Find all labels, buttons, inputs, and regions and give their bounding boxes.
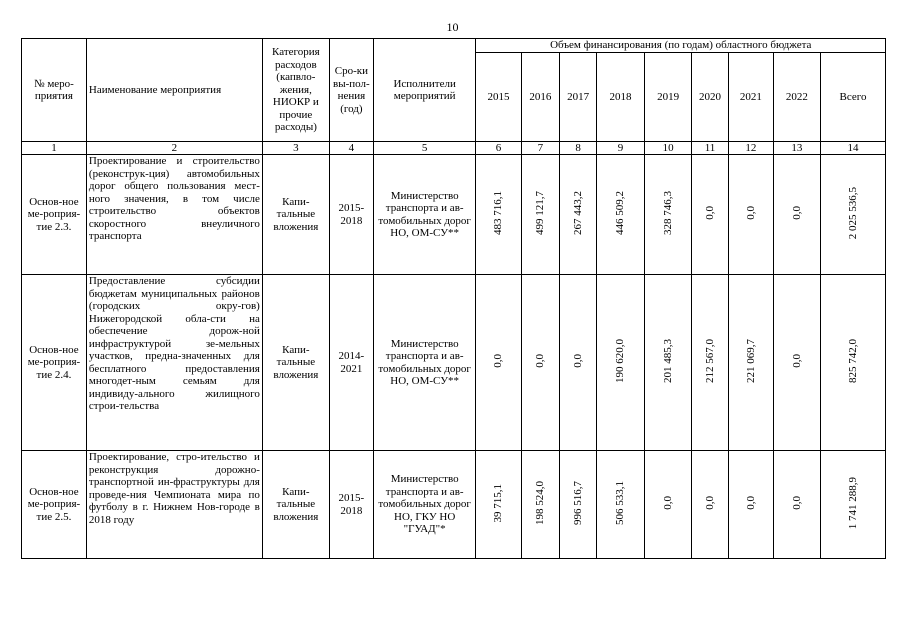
value-cell: [773, 155, 820, 275]
value-2020: 0,0: [703, 495, 716, 510]
value-cell: [820, 275, 885, 451]
header-measure-number: № меро- приятия: [22, 39, 87, 142]
header-period: Сро-ки вы-пол-нения (год): [329, 39, 373, 142]
value-2015: 0,0: [492, 353, 505, 368]
column-number: 4: [329, 142, 373, 155]
value-2022: 0,0: [790, 495, 803, 510]
column-number: 13: [773, 142, 820, 155]
value-2017: 996 516,7: [571, 480, 584, 525]
column-number: 3: [262, 142, 329, 155]
value-2018: 190 620,0: [614, 338, 627, 383]
value-2022: 0,0: [790, 205, 803, 220]
table-row: [22, 155, 886, 275]
value-cell: [476, 275, 521, 451]
column-number: 2: [86, 142, 262, 155]
value-cell: [692, 451, 729, 559]
value-cell: [820, 155, 885, 275]
year-2018: 2018: [596, 53, 644, 142]
header-expense-category: Категория расходов (капвло-жения, НИОКР и прочие расходы): [262, 39, 329, 142]
header-measure-name: Наименование мероприятия: [86, 39, 262, 142]
value-cell: [476, 451, 521, 559]
value-cell: [521, 155, 560, 275]
column-number: 7: [521, 142, 560, 155]
value-2019: 201 485,3: [661, 338, 674, 383]
value-cell: [596, 275, 644, 451]
value-cell: [645, 275, 692, 451]
value-cell: [645, 451, 692, 559]
value-2020: 0,0: [703, 205, 716, 220]
value-2020: 212 567,0: [703, 338, 716, 383]
year-2016: 2016: [521, 53, 560, 142]
period: 2015-2018: [329, 451, 373, 559]
value-cell: [596, 155, 644, 275]
value-cell: [728, 275, 773, 451]
period: 2014-2021: [329, 275, 373, 451]
value-cell: [820, 451, 885, 559]
executors: Министерство транспорта и ав-томобильных дорог НО, ОМ-СУ**: [373, 155, 476, 275]
year-2019: 2019: [645, 53, 692, 142]
table-row: [22, 451, 886, 559]
column-number: 10: [645, 142, 692, 155]
value-2016: 198 524,0: [534, 480, 547, 525]
value-cell: [728, 155, 773, 275]
year-2022: 2022: [773, 53, 820, 142]
value-total: 825 742,0: [846, 338, 859, 383]
year-total: Всего: [820, 53, 885, 142]
value-cell: [596, 451, 644, 559]
column-number: 1: [22, 142, 87, 155]
header-executors: Исполнители мероприятий: [373, 39, 476, 142]
value-2017: 267 443,2: [571, 190, 584, 235]
measure-number: Основ-ное ме-роприя-тие 2.5.: [22, 451, 87, 559]
value-2019: 0,0: [661, 495, 674, 510]
table-row: [22, 275, 886, 451]
executors: Министерство транспорта и ав-томобильных дорог НО, ГКУ НО "ГУАД"*: [373, 451, 476, 559]
page-number: 10: [446, 20, 459, 34]
header-row: [22, 39, 886, 53]
expense-category: Капи-тальные вложения: [262, 155, 329, 275]
value-cell: [521, 275, 560, 451]
column-number: 8: [560, 142, 597, 155]
expense-category: Капи-тальные вложения: [262, 275, 329, 451]
expense-category: Капи-тальные вложения: [262, 451, 329, 559]
measure-number: Основ-ное ме-роприя-тие 2.4.: [22, 275, 87, 451]
value-2022: 0,0: [790, 353, 803, 368]
header-funding: Объем финансирования (по годам) областного бюджета: [476, 39, 886, 53]
column-number: 12: [728, 142, 773, 155]
value-total: 1 741 288,9: [846, 476, 859, 529]
measure-number: Основ-ное ме-роприя-тие 2.3.: [22, 155, 87, 275]
value-cell: [692, 155, 729, 275]
value-2015: 483 716,1: [492, 190, 505, 235]
value-cell: [645, 155, 692, 275]
value-2021: 0,0: [744, 205, 757, 220]
value-cell: [773, 451, 820, 559]
value-cell: [728, 451, 773, 559]
value-2015: 39 715,1: [492, 483, 505, 522]
value-2017: 0,0: [571, 353, 584, 368]
value-2018: 446 509,2: [614, 190, 627, 235]
value-cell: [521, 451, 560, 559]
value-2021: 221 069,7: [744, 338, 757, 383]
year-2021: 2021: [728, 53, 773, 142]
measure-name: Проектирование, стро-ительство и реконструкция дорожно-транспортной ин-фраструктуры для проведе-ния Чемпионата мира по футболу в г. Нижнем Нов-городе в 2018 году: [86, 451, 262, 559]
value-cell: [773, 275, 820, 451]
value-cell: [560, 155, 597, 275]
column-number: 11: [692, 142, 729, 155]
value-2016: 499 121,7: [534, 190, 547, 235]
measure-name: Предоставление субсидии бюджетам муниципальных районов (городских окру-гов) Нижегородской обла-сти на обеспечение дорож-ной инфраструктурой зе-мельных участков, предна-значенных для бесплатного предоставления многодет-ным семьям для индивиду-ального жилищного строи-тельства: [86, 275, 262, 451]
value-2016: 0,0: [534, 353, 547, 368]
funding-table: [21, 38, 886, 559]
period: 2015-2018: [329, 155, 373, 275]
value-2019: 328 746,3: [661, 190, 674, 235]
column-numbers-row: [22, 142, 886, 155]
column-number: 14: [820, 142, 885, 155]
value-cell: [476, 155, 521, 275]
column-number: 5: [373, 142, 476, 155]
value-cell: [560, 451, 597, 559]
value-cell: [692, 275, 729, 451]
measure-name: Проектирование и строительство (реконструк-ция) автомобильных дорог общего пользования мест-ного значения, в том числе строительство объектов скоростного внеуличного транспорта: [86, 155, 262, 275]
value-total: 2 025 536,5: [846, 186, 859, 239]
value-2021: 0,0: [744, 495, 757, 510]
value-cell: [560, 275, 597, 451]
executors: Министерство транспорта и ав-томобильных дорог НО, ОМ-СУ**: [373, 275, 476, 451]
column-number: 9: [596, 142, 644, 155]
year-2015: 2015: [476, 53, 521, 142]
value-2018: 506 533,1: [614, 480, 627, 525]
year-2020: 2020: [692, 53, 729, 142]
column-number: 6: [476, 142, 521, 155]
year-2017: 2017: [560, 53, 597, 142]
